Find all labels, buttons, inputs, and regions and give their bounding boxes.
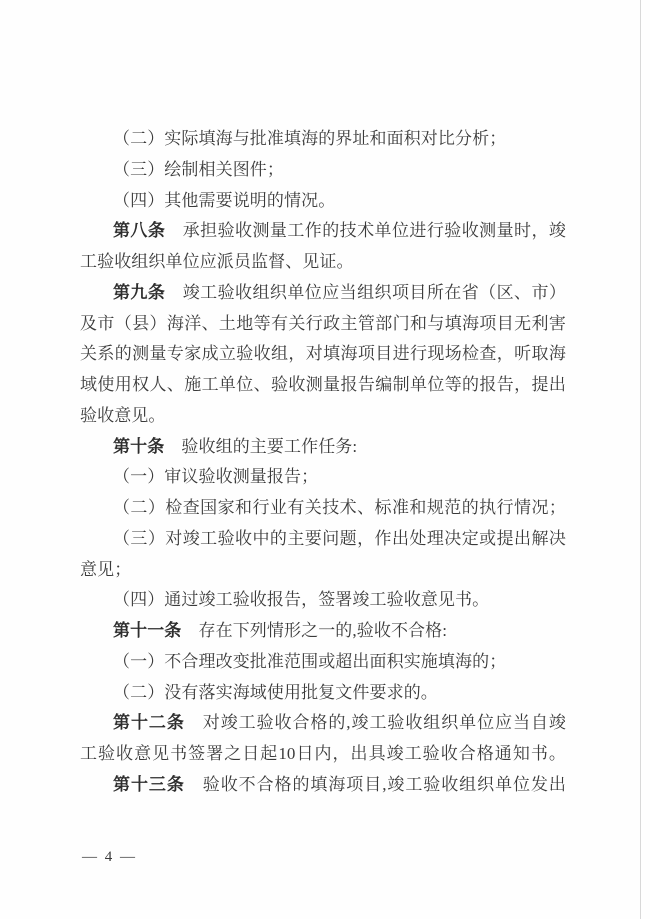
article-number: 第十二条 — [113, 713, 185, 733]
article-line — [80, 616, 566, 647]
text-line — [80, 401, 566, 432]
line-text: （四）通过竣工验收报告，签署竣工验收意见书。 — [113, 590, 490, 610]
line-text: 承担验收测量工作的技术单位进行验收测量时，竣 — [165, 221, 566, 241]
text-line — [80, 339, 566, 370]
line-text: 验收不合格的填海项目,竣工验收组织单位发出 — [184, 774, 567, 794]
line-text: （三）绘制相关图件； — [113, 159, 284, 179]
article-number: 第八条 — [113, 221, 166, 241]
text-line — [80, 462, 566, 493]
text-line — [80, 124, 566, 155]
line-text: （二）实际填海与批准填海的界址和面积对比分析； — [113, 129, 507, 148]
line-text: （三）对竣工验收中的主要问题，作出处理决定或提出解决 — [113, 528, 566, 548]
text-line — [80, 186, 566, 217]
line-text: 存在下列情形之一的,验收不合格: — [181, 621, 448, 640]
line-text: （二）没有落实海域使用批复文件要求的。 — [113, 682, 438, 702]
line-text: （二）检查国家和行业有关技术、标准和规范的执行情况； — [113, 498, 566, 517]
line-text: 关系的测量专家成立验收组，对填海项目进行现场检查，听取海 — [80, 344, 566, 364]
line-text: 意见； — [80, 559, 132, 579]
page-number: — 4 — — [82, 849, 137, 865]
line-text: 竣工验收组织单位应当组织项目所在省（区、市） — [165, 282, 566, 302]
article-line — [80, 708, 566, 739]
article-line — [80, 432, 566, 463]
line-text: 验收意见。 — [80, 405, 166, 425]
line-text: （一）审议验收测量报告； — [113, 467, 319, 487]
article-number: 第十一条 — [113, 621, 182, 640]
article-line — [80, 216, 566, 247]
text-line — [80, 739, 566, 770]
article-number: 第十条 — [113, 436, 165, 456]
line-text: 对竣工验收合格的,竣工验收组织单位应当自竣 — [184, 713, 567, 733]
document-body — [80, 124, 566, 801]
article-number: 第十三条 — [113, 774, 185, 794]
text-line — [80, 309, 566, 340]
article-line — [80, 278, 566, 309]
text-line — [80, 493, 566, 524]
text-line — [80, 585, 566, 616]
line-text: 工验收组织单位应派员监督、见证。 — [80, 252, 354, 271]
article-number: 第九条 — [113, 282, 166, 302]
text-line — [80, 555, 566, 586]
text-line — [80, 524, 566, 555]
text-line — [80, 678, 566, 709]
line-text: （一）不合理改变批准范围或超出面积实施填海的； — [113, 651, 507, 671]
line-text: （四）其他需要说明的情况。 — [113, 190, 336, 210]
article-line — [80, 770, 566, 801]
scan-edge-line — [640, 0, 641, 919]
text-line — [80, 647, 566, 678]
text-line — [80, 155, 566, 186]
line-text: 工验收意见书签署之日起10日内，出具竣工验收合格通知书。 — [80, 744, 566, 763]
line-text: 域使用权人、施工单位、验收测量报告编制单位等的报告，提出 — [80, 375, 566, 394]
text-line — [80, 247, 566, 278]
line-text: 及市（县）海洋、土地等有关行政主管部门和与填海项目无利害 — [80, 313, 566, 333]
line-text: 验收组的主要工作任务: — [164, 436, 358, 456]
text-line — [80, 370, 566, 401]
